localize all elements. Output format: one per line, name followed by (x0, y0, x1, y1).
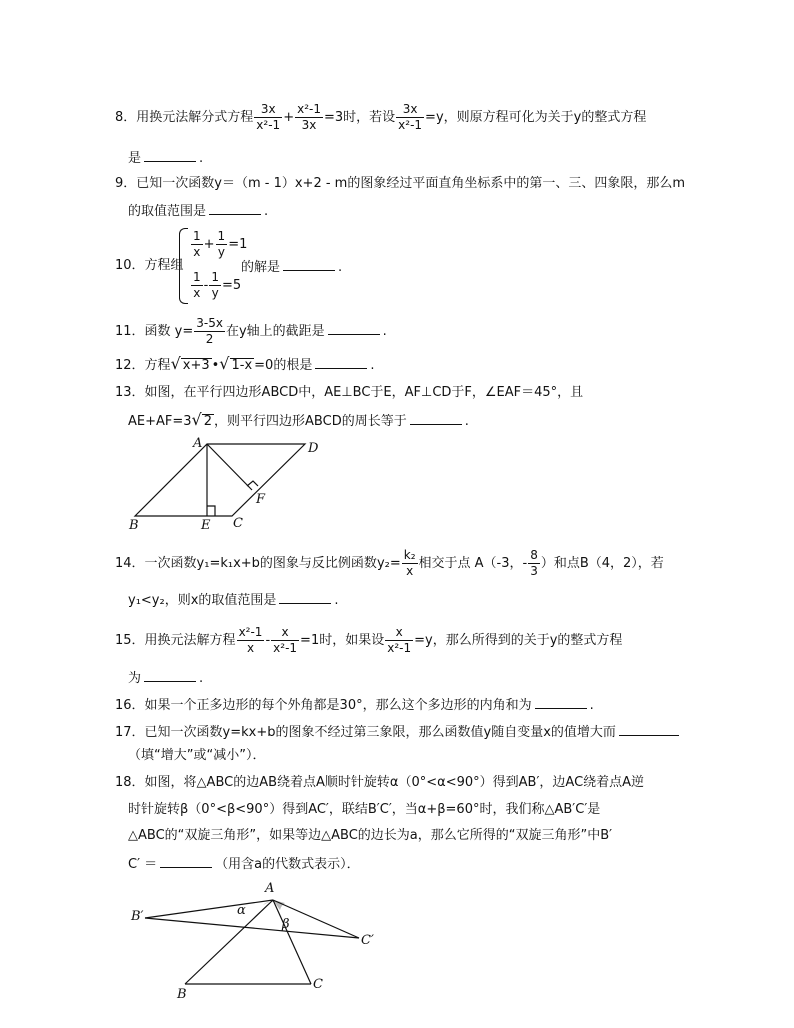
q18-line2: 时针旋转β（0°<β<90°）得到AC′，联结B′C′，当α+β=60°时，我们称△AB′C′是 (128, 802, 601, 817)
question-11: 11．函数 y= $\frac{3-5x}{2}$ 在y轴上的截距是 . (115, 316, 387, 346)
label-alpha: α (237, 903, 246, 918)
q10-row-2: $\frac{1}{x}$ - $\frac{1}{y}$ =5 (193, 270, 242, 300)
answer-blank[interactable] (315, 354, 367, 369)
parallelogram-figure (125, 436, 355, 536)
question-15: 15．用换元法解方程 $\frac{\text{x²-1}}{x}$ - $\frac{x}{\text{x²-1}}$ =1时，如果设 $\frac{x}{\text{x²-1}}$ =y，那么所得到的关于y的整式方程 (115, 625, 623, 655)
label-C-prime: C′ (361, 933, 374, 948)
label-E: E (201, 518, 211, 533)
label-F: F (256, 492, 266, 507)
triangle-rotation-figure (125, 878, 385, 1003)
system-brace (179, 228, 188, 304)
q8-frac-1: $\frac{3x}{\text{x²-1}}$ (256, 102, 281, 132)
q8-number: 8． (115, 110, 137, 125)
answer-blank[interactable] (535, 694, 587, 709)
label-beta: β (282, 917, 290, 932)
question-14: 14．一次函数y₁=k₁x+b的图象与反比例函数y₂= $\frac{\text{k₂}}{x}$ 相交于点 A（-3，- $\frac{8}{3}$ ）和点B（4，2），若 (115, 548, 664, 578)
label-A: A (193, 436, 203, 451)
q18-line3: △ABC的“双旋三角形”，如果等边△ABC的边长为a，那么它所得的“双旋三角形”中B′ (128, 828, 613, 843)
q9-line2: 的取值范围是 . (128, 200, 268, 222)
answer-blank[interactable] (209, 200, 261, 215)
answer-blank[interactable] (410, 410, 462, 425)
q17-line2: （填“增大”或“减小”）． (128, 748, 266, 763)
answer-blank[interactable] (160, 853, 212, 868)
answer-blank[interactable] (619, 721, 679, 736)
answer-blank[interactable] (144, 147, 196, 162)
q8-frac-3: $\frac{3x}{\text{x²-1}}$ (398, 102, 423, 132)
label-B-prime: B′ (131, 909, 144, 924)
q10-tail: 的解是 . (241, 256, 342, 278)
question-13: 13．如图，在平行四边形ABCD中，AE⊥BC于E，AF⊥CD于F，∠EAF＝45°，且 (115, 385, 584, 400)
sqrt-sign: √ (170, 354, 181, 373)
label-C: C (233, 516, 243, 531)
sqrt-sign: √ (219, 354, 230, 373)
q8-line2: 是 . (128, 147, 203, 169)
q15-line2: 为 . (128, 667, 203, 689)
answer-blank[interactable] (283, 256, 335, 271)
question-17: 17．已知一次函数y=kx+b的图象不经过第三象限，那么函数值y随自变量x的值增大而 (115, 721, 682, 743)
label-A: A (265, 881, 275, 896)
question-12: 12．方程√ x+3 •√ 1-x =0的根是 . (115, 354, 375, 373)
question-10: 10．方程组 (115, 258, 184, 273)
q10-row-1: $\frac{1}{x}$ + $\frac{1}{y}$ =1 (193, 229, 248, 259)
answer-blank[interactable] (279, 589, 331, 604)
q14-line2: y₁<y₂，则x的取值范围是 . (128, 589, 339, 611)
label-B: B (177, 987, 187, 1002)
question-8: 8．用换元法解分式方程 $\frac{3x}{\text{x²-1}}$ + $\frac{\text{x²-1}}{3x}$ =3时，若设 $\frac{3x}{\text{x²-1}}$ =y，则原方程可化为关于y的整式方程 (115, 102, 647, 132)
answer-blank[interactable] (328, 320, 380, 335)
label-D: D (308, 441, 319, 456)
q18-line4: C′ ＝ （用含a的代数式表示）． (128, 853, 360, 875)
answer-blank[interactable] (144, 667, 196, 682)
question-16: 16．如果一个正多边形的每个外角都是30°，那么这个多边形的内角和为 . (115, 694, 594, 716)
q8-frac-2: $\frac{\text{x²-1}}{3x}$ (297, 102, 321, 132)
question-9: 9．已知一次函数y＝（m - 1）x+2 - m的图象经过平面直角坐标系中的第一、三、四象限，那么m (115, 176, 686, 191)
question-18: 18．如图，将△ABC的边AB绕着点A顺时针旋转α（0°<α<90°）得到AB′，边AC绕着点A逆 (115, 775, 645, 790)
q13-line2: AE+AF=3√ 2 ，则平行四边形ABCD的周长等于 . (128, 410, 469, 429)
label-B: B (129, 518, 139, 533)
label-C: C (313, 977, 323, 992)
